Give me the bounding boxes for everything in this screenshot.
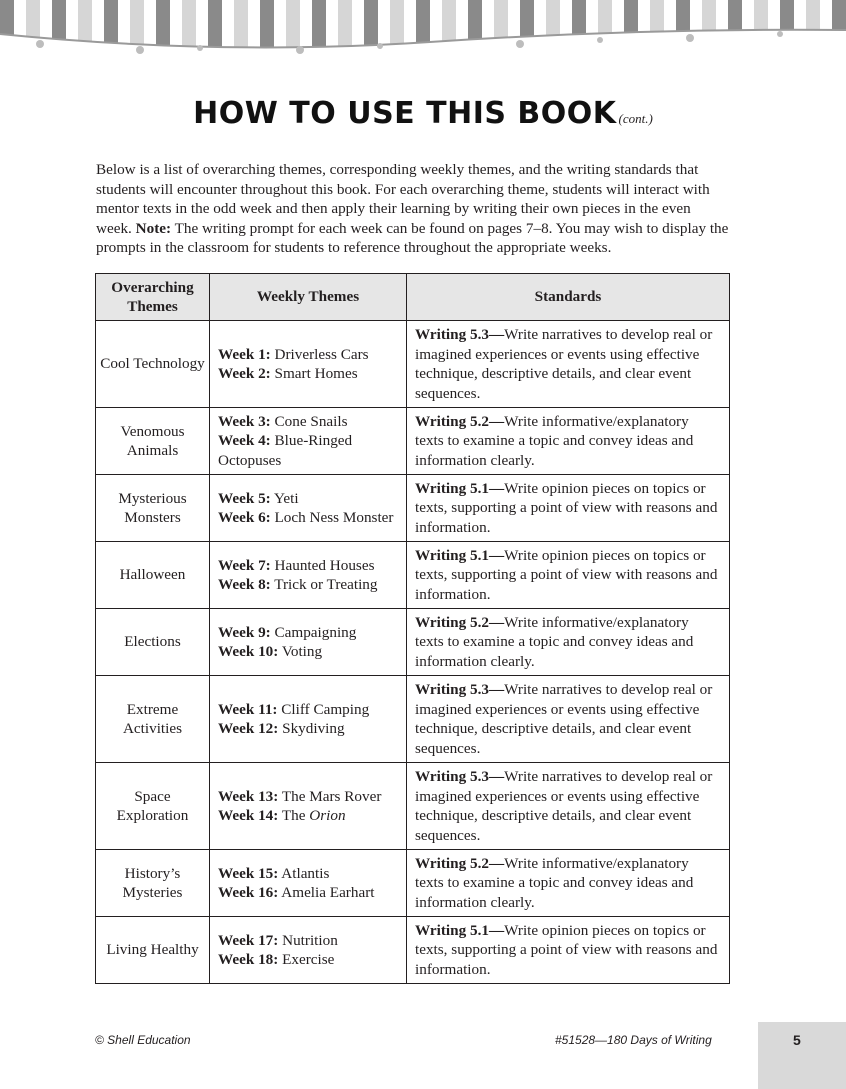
odd-week-line xyxy=(218,345,398,365)
standard-label: Writing 5.1— xyxy=(415,546,505,564)
overarching-theme-cell: Living Healthy xyxy=(96,917,210,984)
overarching-theme-cell: Halloween xyxy=(96,542,210,609)
even-week-line xyxy=(218,806,398,826)
intro-text-2: The writing prompt for each week can be found on pages 7–8. You may wish to display the prompts in the classroom for students to reference throughout the appropriate weeks. xyxy=(96,219,729,257)
week-label: Week 7: xyxy=(218,556,271,574)
week-label: Week 13: xyxy=(218,787,279,805)
title-suffix: (cont.) xyxy=(618,111,653,126)
week-theme: Trick or Treating xyxy=(270,576,378,593)
odd-week-line xyxy=(218,556,398,576)
standard-text: Write opinion pieces on topics or texts, supporting a point of view with reasons and information. xyxy=(415,479,718,536)
week-theme: Exercise xyxy=(278,951,335,968)
even-week-line xyxy=(218,642,398,662)
table-row xyxy=(96,676,730,763)
even-week-line xyxy=(218,719,398,739)
standard-label: Writing 5.1— xyxy=(415,479,505,497)
standard-text: Write narratives to develop real or imagined experiences or events using effective technique, descriptive details, and clear event sequences. xyxy=(415,326,713,402)
week-label: Week 18: xyxy=(218,951,279,968)
standard-text: Write opinion pieces on topics or texts, supporting a point of view with reasons and information. xyxy=(415,921,718,978)
note-label: Note: xyxy=(135,219,172,237)
overarching-theme-cell: Extreme Activities xyxy=(96,676,210,763)
intro-text-1: Below is a list of overarching themes, corresponding weekly themes, and the writing standards that students will encounter throughout this book. For each overarching theme, students will interact with mentor texts in the odd week and then apply their learning by writing their own pieces in the even week. xyxy=(96,161,710,237)
standard-label: Writing 5.3— xyxy=(415,681,505,698)
week-theme: Skydiving xyxy=(278,720,345,737)
standards-cell xyxy=(407,917,730,984)
page-heading xyxy=(0,96,846,131)
week-label: Week 12: xyxy=(218,720,279,737)
even-week-line xyxy=(218,883,398,903)
week-label: Week 10: xyxy=(218,643,279,660)
standard-label: Writing 5.3— xyxy=(415,768,505,785)
odd-week-line xyxy=(218,787,398,807)
standard-text: Write informative/explanatory texts to examine a topic and convey ideas and information clearly. xyxy=(415,613,694,670)
odd-week-line xyxy=(218,623,398,643)
standards-cell xyxy=(407,408,730,475)
week-theme: Blue-Ringed Octopuses xyxy=(218,432,353,469)
standard-text: Write informative/explanatory texts to examine a topic and convey ideas and information clearly. xyxy=(415,854,694,911)
overarching-theme-cell: Space Exploration xyxy=(96,763,210,850)
week-theme: Amelia Earhart xyxy=(278,884,375,901)
odd-week-line xyxy=(218,864,398,884)
themes-table xyxy=(95,273,730,984)
even-week-line xyxy=(218,508,398,528)
standards-cell xyxy=(407,475,730,542)
week-theme: The xyxy=(278,807,310,824)
standards-cell xyxy=(407,609,730,676)
standard-text: Write informative/explanatory texts to examine a topic and convey ideas and information clearly. xyxy=(415,412,694,469)
table-row xyxy=(96,408,730,475)
weekly-themes-cell xyxy=(210,321,407,408)
odd-week-line xyxy=(218,412,398,432)
header-weekly-themes: Weekly Themes xyxy=(210,274,407,321)
standard-label: Writing 5.1— xyxy=(415,921,505,939)
week-label: Week 15: xyxy=(218,864,279,882)
page-number-tab xyxy=(758,1022,846,1089)
table-header-row xyxy=(96,274,730,321)
weekly-themes-cell xyxy=(210,850,407,917)
odd-week-line xyxy=(218,700,398,720)
week-theme: Loch Ness Monster xyxy=(270,509,394,526)
week-label: Week 3: xyxy=(218,412,271,430)
week-theme: Driverless Cars xyxy=(270,345,369,363)
table-row xyxy=(96,321,730,408)
page-title: HOW TO USE THIS BOOK xyxy=(193,96,617,131)
weekly-themes-cell xyxy=(210,408,407,475)
even-week-line xyxy=(218,364,398,384)
table-row xyxy=(96,609,730,676)
table-row xyxy=(96,850,730,917)
even-week-line xyxy=(218,950,398,970)
week-label: Week 4: xyxy=(218,432,271,450)
standard-label: Writing 5.2— xyxy=(415,412,505,430)
week-label: Week 8: xyxy=(218,576,271,593)
week-theme: Smart Homes xyxy=(270,365,358,382)
standards-cell xyxy=(407,542,730,609)
table-row xyxy=(96,917,730,984)
standard-label: Writing 5.2— xyxy=(415,613,505,631)
weekly-themes-cell xyxy=(210,763,407,850)
overarching-theme-cell: Mysterious Monsters xyxy=(96,475,210,542)
standards-cell xyxy=(407,676,730,763)
footer-copyright: © Shell Education xyxy=(95,1033,191,1047)
week-label: Week 16: xyxy=(218,884,279,901)
week-label: Week 9: xyxy=(218,623,271,641)
week-theme: Voting xyxy=(278,643,323,660)
even-week-line xyxy=(218,575,398,595)
overarching-theme-cell: Elections xyxy=(96,609,210,676)
standards-cell xyxy=(407,850,730,917)
standard-text: Write opinion pieces on topics or texts, supporting a point of view with reasons and information. xyxy=(415,546,718,603)
standard-label: Writing 5.3— xyxy=(415,326,505,343)
even-week-line xyxy=(218,431,398,470)
week-theme: Atlantis xyxy=(278,864,330,882)
week-theme: Haunted Houses xyxy=(270,556,375,574)
table-row xyxy=(96,763,730,850)
week-title-italic: Orion xyxy=(309,807,346,824)
standard-text: Write narratives to develop real or imagined experiences or events using effective technique, descriptive details, and clear event sequences. xyxy=(415,681,713,757)
standard-label: Writing 5.2— xyxy=(415,854,505,872)
week-theme: Cliff Camping xyxy=(277,700,370,718)
decorative-banner xyxy=(0,0,846,60)
standard-text: Write narratives to develop real or imagined experiences or events using effective technique, descriptive details, and clear event sequences. xyxy=(415,768,713,844)
weekly-themes-cell xyxy=(210,676,407,763)
week-theme: The Mars Rover xyxy=(278,787,382,805)
weekly-themes-cell xyxy=(210,542,407,609)
header-standards: Standards xyxy=(407,274,730,321)
week-theme: Cone Snails xyxy=(270,412,348,430)
week-label: Week 14: xyxy=(218,807,279,824)
week-label: Week 6: xyxy=(218,509,271,526)
week-theme: Campaigning xyxy=(270,623,357,641)
standards-cell xyxy=(407,321,730,408)
week-label: Week 2: xyxy=(218,365,271,382)
intro-paragraph xyxy=(96,160,730,258)
week-theme: Nutrition xyxy=(278,931,338,949)
odd-week-line xyxy=(218,931,398,951)
page-number: 5 xyxy=(793,1032,801,1048)
weekly-themes-cell xyxy=(210,917,407,984)
week-label: Week 17: xyxy=(218,931,279,949)
overarching-theme-cell: Cool Technology xyxy=(96,321,210,408)
table-row xyxy=(96,475,730,542)
overarching-theme-cell: History’s Mysteries xyxy=(96,850,210,917)
odd-week-line xyxy=(218,489,398,509)
weekly-themes-cell xyxy=(210,475,407,542)
table-row xyxy=(96,542,730,609)
week-label: Week 5: xyxy=(218,489,271,507)
footer-book-title: #51528—180 Days of Writing xyxy=(555,1033,712,1047)
week-theme: Yeti xyxy=(270,489,299,507)
overarching-theme-cell: Venomous Animals xyxy=(96,408,210,475)
week-label: Week 1: xyxy=(218,345,271,363)
header-overarching-themes: Overarching Themes xyxy=(96,274,210,321)
weekly-themes-cell xyxy=(210,609,407,676)
week-label: Week 11: xyxy=(218,700,278,718)
standards-cell xyxy=(407,763,730,850)
